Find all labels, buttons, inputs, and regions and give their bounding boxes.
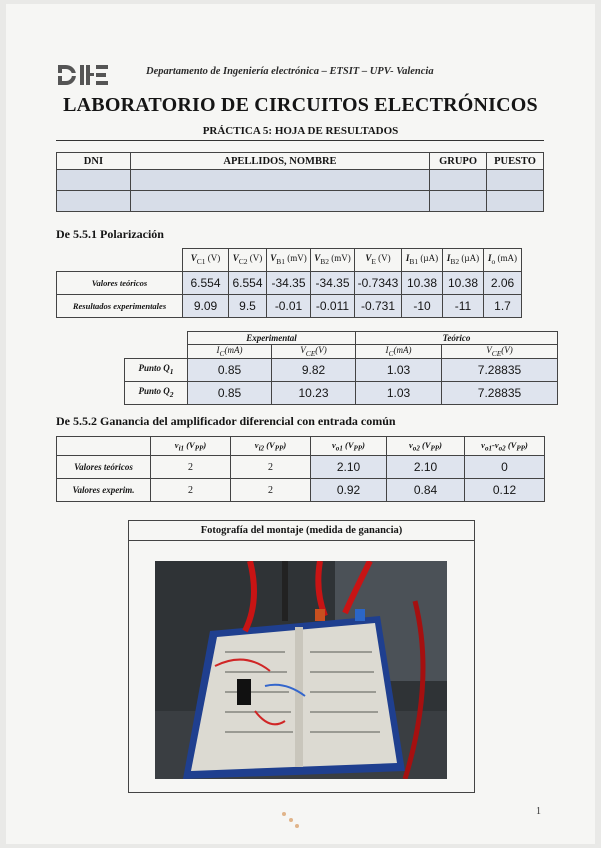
value-cell[interactable]: 6.554: [183, 271, 229, 294]
row-label: Resultados experimentales: [57, 294, 183, 317]
header-name: APELLIDOS, NOMBRE: [130, 153, 429, 170]
row-label: Valores teóricos: [57, 271, 183, 294]
value-cell[interactable]: 2: [151, 479, 231, 502]
table-row: [57, 479, 545, 502]
value-cell[interactable]: 2.10: [311, 456, 387, 479]
col-ic-exp: $I_C(mA)$: [188, 345, 272, 359]
group-theoretical: Teórico: [356, 332, 558, 345]
value-cell[interactable]: 2.10: [387, 456, 465, 479]
photo-frame: [128, 520, 475, 793]
col-vb1: $V_{B1}$ (mV): [267, 249, 311, 272]
col-ic-theo: $I_C(mA)$: [356, 345, 442, 359]
q-point-table: [124, 331, 558, 405]
value-cell[interactable]: -34.35: [267, 271, 311, 294]
row-label: Punto $Q_2$: [125, 381, 188, 404]
value-cell[interactable]: 10.23: [272, 381, 356, 404]
value-cell[interactable]: 0.92: [311, 479, 387, 502]
value-cell[interactable]: 9.82: [272, 358, 356, 381]
value-cell[interactable]: 9.09: [183, 294, 229, 317]
value-cell[interactable]: 0: [465, 456, 545, 479]
value-cell[interactable]: 2: [231, 479, 311, 502]
dni-field[interactable]: [57, 170, 131, 191]
photo-caption: Fotografía del montaje (medida de ganancia): [129, 521, 474, 541]
department-name: Departamento de Ingeniería electrónica – ETSIT – UPV- Valencia: [146, 66, 434, 77]
value-cell[interactable]: 2: [231, 456, 311, 479]
row-label: Valores teóricos: [57, 456, 151, 479]
value-cell[interactable]: -11: [443, 294, 484, 317]
value-cell[interactable]: -0.011: [311, 294, 355, 317]
group-field[interactable]: [430, 170, 487, 191]
value-cell[interactable]: 10.38: [443, 271, 484, 294]
value-cell[interactable]: 10.38: [402, 271, 443, 294]
col-ib2: $I_{B2}$ (µA): [443, 249, 484, 272]
col-vi1: $v_{i1}$ $(V_{PP})$: [151, 437, 231, 456]
name-field[interactable]: [130, 191, 429, 212]
col-vc1: $V_{C1}$ (V): [183, 249, 229, 272]
col-vce-theo: $V_{CE}(V)$: [442, 345, 558, 359]
value-cell[interactable]: 2: [151, 456, 231, 479]
table-row: [57, 456, 545, 479]
value-cell[interactable]: 7.28835: [442, 358, 558, 381]
header-dni: DNI: [57, 153, 131, 170]
value-cell[interactable]: 0.85: [188, 358, 272, 381]
col-ib1: $I_{B1}$ (µA): [402, 249, 443, 272]
value-cell[interactable]: -34.35: [311, 271, 355, 294]
col-vc2: $V_{C2}$ (V): [229, 249, 267, 272]
header-post: PUESTO: [487, 153, 544, 170]
decorative-dots: [280, 810, 302, 832]
student-info-table: [56, 152, 544, 212]
value-cell[interactable]: 2.06: [484, 271, 522, 294]
page-number: 1: [536, 806, 541, 817]
group-field[interactable]: [430, 191, 487, 212]
value-cell[interactable]: 0.12: [465, 479, 545, 502]
value-cell[interactable]: 0.84: [387, 479, 465, 502]
post-field[interactable]: [487, 170, 544, 191]
group-experimental: Experimental: [188, 332, 356, 345]
name-field[interactable]: [130, 170, 429, 191]
title-divider: [56, 140, 544, 141]
value-cell[interactable]: 6.554: [229, 271, 267, 294]
table-row: [125, 358, 558, 381]
section-gain-title: De 5.5.2 Ganancia del amplificador diferencial con entrada común: [56, 414, 396, 428]
row-label: Valores experim.: [57, 479, 151, 502]
die-logo: [56, 63, 110, 87]
col-vce-exp: $V_{CE}(V)$: [272, 345, 356, 359]
col-ve: $V_E$ (V): [355, 249, 402, 272]
col-vo1-vo2: $v_{o1}-v_{o2}$ $(V_{PP})$: [465, 437, 545, 456]
col-vb2: $V_{B2}$ (mV): [311, 249, 355, 272]
col-vo1: $v_{o1}$ $(V_{PP})$: [311, 437, 387, 456]
table-row: [57, 294, 522, 317]
document-title: LABORATORIO DE CIRCUITOS ELECTRÓNICOS: [63, 94, 538, 116]
table-row: [57, 271, 522, 294]
value-cell[interactable]: -10: [402, 294, 443, 317]
value-cell[interactable]: -0.01: [267, 294, 311, 317]
section-polarization-title: De 5.5.1 Polarización: [56, 227, 164, 241]
dni-field[interactable]: [57, 191, 131, 212]
value-cell[interactable]: 1.03: [356, 381, 442, 404]
value-cell[interactable]: -0.7343: [355, 271, 402, 294]
gain-table: [56, 436, 545, 502]
breadboard-photo: [155, 561, 447, 779]
polarization-table: [56, 248, 522, 318]
row-label: Punto $Q_1$: [125, 358, 188, 381]
document-subtitle: PRÁCTICA 5: HOJA DE RESULTADOS: [202, 125, 399, 137]
value-cell[interactable]: 1.03: [356, 358, 442, 381]
value-cell[interactable]: 0.85: [188, 381, 272, 404]
col-vi2: $v_{i2}$ $(V_{PP})$: [231, 437, 311, 456]
value-cell[interactable]: -0.731: [355, 294, 402, 317]
col-vo2: $v_{o2}$ $(V_{PP})$: [387, 437, 465, 456]
value-cell[interactable]: 1.7: [484, 294, 522, 317]
col-io: $I_o$ (mA): [484, 249, 522, 272]
value-cell[interactable]: 7.28835: [442, 381, 558, 404]
header-group: GRUPO: [430, 153, 487, 170]
post-field[interactable]: [487, 191, 544, 212]
value-cell[interactable]: 9.5: [229, 294, 267, 317]
table-row: [125, 381, 558, 404]
